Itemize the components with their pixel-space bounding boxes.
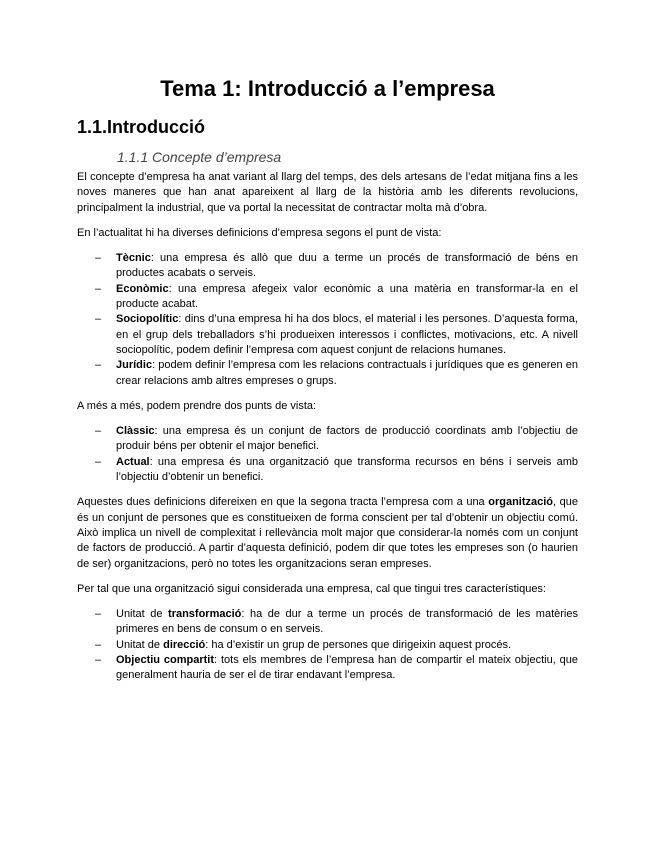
- list-characteristics: [77, 607, 578, 683]
- list-item-text: : una empresa és una organització que transforma recursos en béns i serveis amb l’objectiu d’obtenir un benefici.: [116, 455, 578, 484]
- list-item-text: : una empresa afegeix valor econòmic a una matèria en transformar-la en el producte acabat.: [116, 282, 578, 311]
- paragraph-bold-term: organització: [488, 496, 554, 509]
- list-item: – Unitat de transformació: ha de dur a terme un procés de transformació de les matèries primeres en bens de consum o en serveis.: [95, 608, 578, 636]
- list-item-text: : ha de dur a terme un procés de transformació de les matèries primeres en bens de consum o en serveis.: [116, 608, 578, 636]
- paragraph-two-views: A més a més, podem prendre dos punts de vista:: [77, 399, 317, 412]
- list-item-term: direcció: [163, 638, 206, 651]
- list-item-text: : una empresa és un conjunt de factors de producció coordinats amb l’objectiu de produir béns per obtenir el major benefici.: [116, 425, 578, 453]
- list-item: – Jurídic: podem definir l’empresa com les relacions contractuals i jurídiques que es generen en crear relacions amb altres empreses o grups.: [95, 359, 578, 387]
- list-item-term: Clàssic: [116, 425, 155, 438]
- list-item: – Tècnic: una empresa és allò que duu a terme un procés de transformació de béns en productes acabats o serveis.: [95, 252, 578, 280]
- list-item-term: Objectiu compartit: [116, 654, 215, 667]
- list-item-term: Sociopolític: [116, 313, 179, 326]
- list-item-prefix: Unitat de: [116, 608, 169, 621]
- list-item: – Unitat de direcció: ha d’existir un grup de persones que dirigeixin aquest procés.: [95, 638, 512, 651]
- subsection-heading: 1.1.1 Concepte d’empresa: [117, 149, 282, 165]
- list-item-term: transformació: [168, 608, 242, 621]
- list-item: – Clàssic: una empresa és un conjunt de factors de producció coordinats amb l’objectiu de produir béns per obtenir el major benefici.: [95, 425, 578, 453]
- paragraph-text: , que és un conjunt de persones que es constitueixen de forma conscient per tal d’obtenir un objectiu comú. Això implica un nivell de complexitat i rellevància molt major que considerar-la només com un conjunt de factors de producció. A partir d’aquesta definició, podem dir que totes les empreses son (o haurien de ser) organitzacions, però no totes les organitzacions seran empreses.: [77, 496, 578, 570]
- list-item-term: Jurídic: [116, 359, 153, 372]
- list-item-text: : podem definir l’empresa com les relacions contractuals i jurídiques que es generen en crear relacions amb altres empreses o grups.: [116, 359, 578, 387]
- paragraph-intro: El concepte d’empresa ha anat variant al llarg del temps, des dels artesans de l’edat mitjana fins a les noves maneres que han anat apareixent al llarg de la història amb les diferents revolucions, principalment la industrial, que va portal la necessitat de contractar molta mà d’obra.: [77, 171, 578, 214]
- list-item-text: : dins d’una empresa hi ha dos blocs, el material i les persones. D’aquesta forma, en el grup dels treballadors s’hi produeixen interessos i conflictes, motivacions, etc. A nivell sociopolític, podem definir l’empresa com aquest conjunt de relacions humanes.: [116, 313, 578, 356]
- list-item: – Actual: una empresa és una organització que transforma recursos en béns i serveis amb l’objectiu d’obtenir un benefici.: [95, 455, 578, 484]
- list-item-term: Actual: [116, 455, 150, 468]
- list-item-text: : ha d’existir un grup de persones que dirigeixin aquest procés.: [205, 638, 512, 651]
- list-item-term: Tècnic: [116, 252, 151, 265]
- list-item-term: Econòmic: [116, 282, 169, 295]
- paragraph-text: Aquestes dues definicions difereixen en que la segona tracta l’empresa com a una: [77, 496, 489, 509]
- list-item: – Econòmic: una empresa afegeix valor econòmic a una matèria en transformar-la en el producte acabat.: [95, 282, 578, 311]
- paragraph-characteristics: Per tal que una organització sigui considerada una empresa, cal que tingui tres característiques:: [77, 582, 546, 595]
- document-title: Tema 1: Introducció a l’empresa: [160, 76, 495, 101]
- list-item: – Objectiu compartit: tots els membres de l’empresa han de compartir el mateix objectiu, que generalment hauria de ser el de tirar endavant l’empresa.: [95, 654, 578, 682]
- list-item-prefix: Unitat de: [116, 638, 164, 651]
- list-two-views: [77, 424, 578, 485]
- list-item-text: : una empresa és allò que duu a terme un procés de transformació de béns en productes acabats o serveis.: [116, 252, 578, 280]
- paragraph-definitions: En l’actualitat hi ha diverses definicions d’empresa segons el punt de vista:: [77, 226, 442, 239]
- section-heading: 1.1.Introducció: [77, 117, 206, 137]
- list-item-text: : tots els membres de l’empresa han de compartir el mateix objectiu, que generalment hauria de ser el de tirar endavant l’empresa.: [116, 654, 578, 682]
- list-item: – Sociopolític: dins d’una empresa hi ha dos blocs, el material i les persones. D’aquesta forma, en el grup dels treballadors s’hi produeixen interessos i conflictes, motivacions, etc. A nivell sociopolític, podem definir l’empresa com aquest conjunt de relacions humanes.: [95, 313, 578, 356]
- document-body: [77, 170, 578, 694]
- list-viewpoints: [77, 251, 578, 389]
- paragraph-organization: [77, 495, 578, 571]
